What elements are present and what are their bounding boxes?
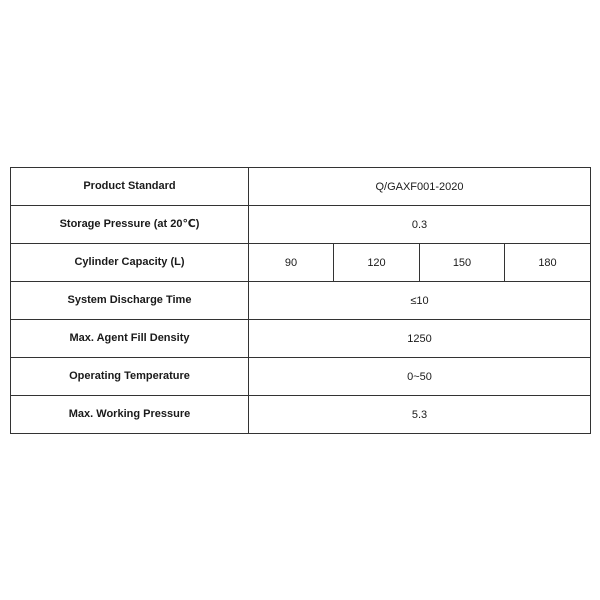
row-value — [249, 282, 591, 320]
row-label: Storage Pressure (at 20℃) — [11, 206, 249, 244]
capacity-value — [420, 244, 505, 282]
table-row-discharge-time — [11, 282, 591, 320]
spec-table — [10, 167, 591, 434]
value-text: 180 — [538, 257, 557, 269]
row-value — [249, 168, 591, 206]
row-label: Max. Agent Fill Density — [11, 320, 249, 358]
table-row-product-standard — [11, 168, 591, 206]
row-label: Operating Temperature — [11, 358, 249, 396]
row-label: Product Standard — [11, 168, 249, 206]
table-row-working-pressure — [11, 396, 591, 434]
row-value — [249, 396, 591, 434]
value-text: 150 — [452, 257, 472, 269]
table-row-fill-density — [11, 320, 591, 358]
row-value — [249, 358, 591, 396]
capacity-value — [249, 244, 334, 282]
value-text: Q/GAXF001-2020 — [375, 181, 464, 193]
row-label: Cylinder Capacity (L) — [11, 244, 249, 282]
value-text: 0.3 — [411, 219, 428, 231]
table-row-cylinder-capacity — [11, 244, 591, 282]
capacity-value — [505, 244, 591, 282]
row-value — [249, 320, 591, 358]
table-row-operating-temperature — [11, 358, 591, 396]
value-text: 5.3 — [411, 409, 428, 421]
value-text: 90 — [284, 257, 298, 269]
value-text: ≤10 — [410, 295, 429, 307]
value-text: 1250 — [407, 333, 432, 345]
row-label: Max. Working Pressure — [11, 396, 249, 434]
row-value — [249, 206, 591, 244]
capacity-value — [334, 244, 420, 282]
table-row-storage-pressure — [11, 206, 591, 244]
value-text: 0~50 — [407, 371, 432, 383]
row-label: System Discharge Time — [11, 282, 249, 320]
value-text: 120 — [367, 257, 386, 269]
